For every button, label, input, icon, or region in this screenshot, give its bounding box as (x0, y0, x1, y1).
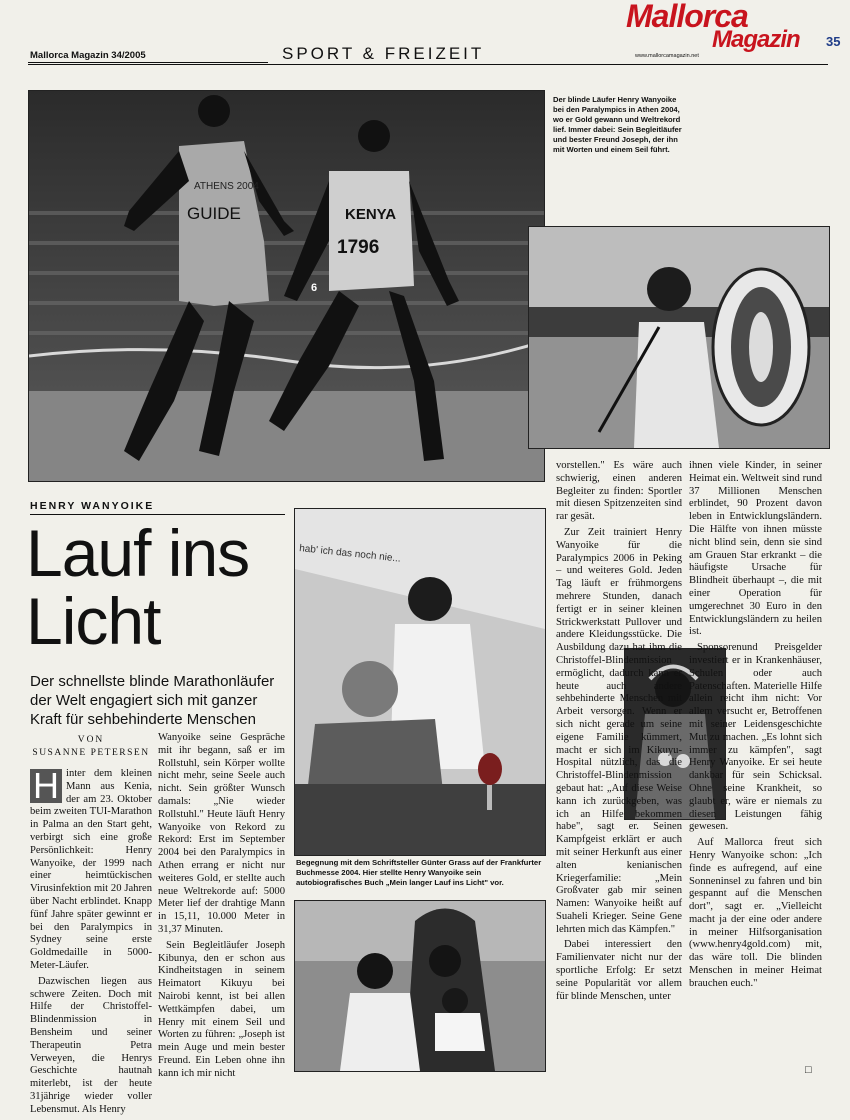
section-title: SPORT & FREIZEIT (282, 44, 485, 63)
kenya-bib: KENYA (345, 206, 397, 223)
race-photo (28, 90, 545, 482)
article-subhead: Der schnellste blinde Marathonläufer der Welt engagiert sich mit ganzer Kraft für sehbehinderte Menschen (30, 673, 275, 728)
col4-paragraph: Auf Mallorca freut sich Henry Wanyoike schon: „Ich finde es aufregend, auf eine Sonneninsel zu fahren und bin gespannt auf die Menschen dort", sagt er. „Vielleicht macht ja der eine oder andere in meiner Hilfsorganisation (www.henry4gold.com) mit, das wäre toll. Die blinden Menschen in meiner Heimat brauchen euch." (689, 837, 822, 989)
column-2 (158, 732, 285, 1084)
logo-line-1: Mallorca (626, 0, 748, 34)
family-photo (294, 900, 546, 1072)
col4-paragraph: ihnen viele Kinder, in seiner Heimat ein. Weltweit sind rund 37 Millionen Menschen erblindet, 90 Prozent davon leben in Entwicklungsländern. Die Hälfte von ihnen müsste nicht blind sein, denn sie sind am Grauen Star erkrankt – die häufigste Ursache für Blindheit überhaupt –, die mit einer Operation für umgerechnet 30 Euro in den Entwicklungsländern zu heilen ist. (689, 460, 822, 638)
end-mark: □ (805, 1064, 812, 1076)
drop-cap: H (30, 769, 62, 803)
wall-text: hab' ich das noch nie... (298, 543, 402, 565)
col1-paragraph: Dazwischen liegen aus schwere Zeiten. Doch mit Hilfe der Christoffel-Blindenmission in Bensheim und seiner Therapeutin Petra Verweyen, die Henrys Geschichte hautnah miterlebt, ist der heute 31jährige wieder voller Lebensmut. Als Henry (30, 975, 152, 1115)
guide-bib: GUIDE (187, 204, 241, 223)
header-rule-left (28, 62, 268, 63)
issue-label: Mallorca Magazin 34/2005 (30, 50, 146, 61)
runner-number: 1796 (337, 237, 380, 258)
col3-paragraph: Zur Zeit trainiert Henry Wanyoike für die Paralympics 2006 in Peking – und weiteres Gold. Jeden Tag läuft er frühmorgens mehrere Stunden, danach fertigt er in seiner kleinen Strickwerkstatt Pullover und andere Kleidungsstücke. Die Ausbildung dazu hat ihm die Christoffel-Blindenmission ermöglicht, dadurch kann er heute auch andere sehbehinderte Menschen mit Arbeit versorgen. Wenn er sich nicht gerade um seine eigene Familie kümmert, macht er sich im Kikuyu-Hospital nützlich, das die Christoffel-Blindenmission gebaut hat: „Auf diese Weise kann ich zurückgeben, was ich an Hilfe bekommen habe", sagt er. Seinen Kampfgeist erklärt er auch mit seiner Herkunft aus einer alten kenianischen Kriegerfamilie: „Mein Großvater gab mir seinen Namen: Wanyoike heißt auf Suaheli Krieger. Seine Gene lehrten mich das Kämpfen." (556, 526, 682, 935)
headline-line-2: Licht (26, 584, 161, 658)
column-4 (689, 460, 822, 994)
byline-von: VON (77, 735, 105, 745)
site-url: www.mallorcamagazin.net (635, 53, 699, 59)
grass-photo (294, 508, 546, 856)
kicker-rule (30, 514, 285, 515)
col4-paragraph: Sponsorenund Preisgelder investiert er in Krankenhäuser, Schulen oder auch Patenschaften. Materielle Hilfe allein reicht ihm nicht: Vor allem versucht er, Betroffenen mit seiner Leidensgeschichte Mut zu machen. „Es lohnt sich immer zu kämpfen", sagt Henry Wanyoike. Er sei heute dankbar für sein Schicksal. Ohne seine Krankheit, so glaubt er, wäre er niemals zu diesen Leistungen fähig gewesen. (689, 642, 822, 833)
col3-paragraph: vorstellen." Es wäre auch schwierig, einen anderen Begleiter zu finden: Sportler mit diesen Spitzenzeiten sind rar gesät. (556, 460, 682, 523)
magazine-logo (620, 0, 825, 52)
lane-number: 6 (311, 282, 318, 294)
logo-line-2: Magazin (712, 26, 800, 53)
byline-author: SUSANNE PETERSEN (32, 748, 150, 758)
col2-paragraph: Wanyoike seine Gespräche mit ihr begann, saß er im Rollstuhl, sein Körper wollte nicht mehr, seine Seele auch nicht. Sein größter Wunsch damals: „Nie wieder Rollstuhl." Heute läuft Henry Wanyoike von Rekord zu Rekord: Erst im September 2004 bei den Paralympics in Athen errang er nicht nur weiteres Gold, er stellte auch neue Weltrekorde auf: 5000 Meter lief der drahtige Mann in 15,11, 10.000 Meter in 31,37 Minuten. (158, 732, 285, 935)
column-1 (30, 765, 152, 1120)
col3-paragraph: Dabei interessiert den Familienvater nicht nur der sportliche Erfolg: Er setzt seine Popularität vor allem für blinde Menschen, unter (556, 939, 682, 1002)
shield-photo (528, 226, 830, 449)
header-rule (28, 64, 828, 65)
page-number: 35 (826, 34, 841, 49)
race-photo-caption: Der blinde Läufer Henry Wanyoike bei den Paralympics in Athen 2004, wo er Gold gewann und Weltrekord lief. Immer dabei: Sein Begleitläufer und bester Freund Joseph, der ihn mit Worten und einem Seil führt. (553, 95, 682, 154)
headline-line-1: Lauf ins (26, 516, 250, 590)
col1-paragraph: inter dem kleinen Mann aus Kenia, der am 23. Oktober beim zweiten TUI-Marathon in Palma an den Start geht, verbirgt sich eine große Persönlichkeit: Henry Wanyoike, der 1999 nach einer heimtückischen Virusinfektion mit 20 Jahren über Nacht erblindet. Knapp fünf Jahre später gewinnt er bei den Paralympics in Sydney seine erste Goldmedaille in 5000-Meter-Läufer. (30, 768, 152, 971)
column-3 (556, 460, 682, 1006)
grass-photo-caption: Begegnung mit dem Schriftsteller Günter Grass auf der Frankfurter Buchmesse 2004. Hier stellte Henry Wanyoike sein autobiografisches Buch „Mein langer Lauf ins Licht" vor. (296, 858, 542, 887)
col2-paragraph: Sein Begleitläufer Joseph Kibunya, den er schon aus Kindheitstagen in seinem Heimatort Kikuyu bei Nairobi kennt, ist bei allen Wettkämpfen dabei, um Henry mit einem Seil und Worten zu führen: „Joseph ist mein Auge und mein bester Freund. Ein Leben ohne ihn kann ich mir nicht (158, 939, 285, 1079)
guide-bib-top: ATHENS 2004 (194, 181, 259, 192)
article-kicker: HENRY WANYOIKE (30, 500, 155, 512)
